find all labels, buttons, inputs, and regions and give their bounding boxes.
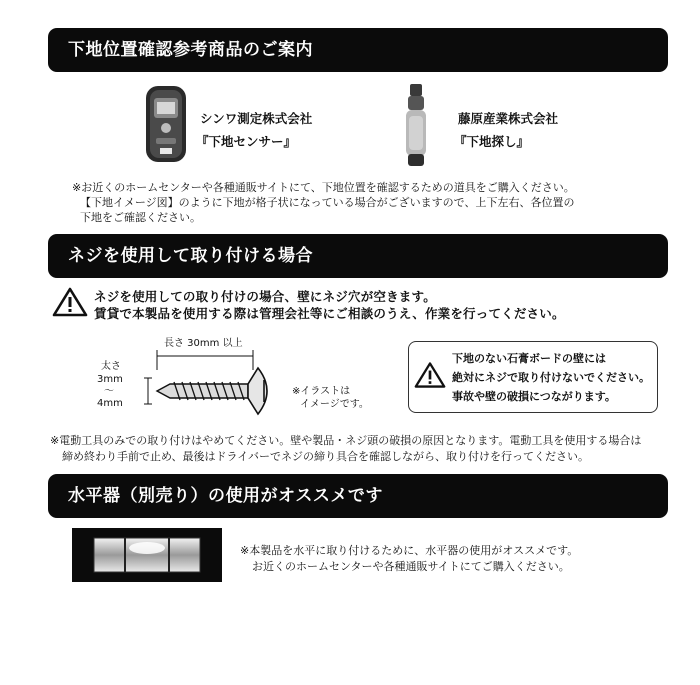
warning-icon: [52, 287, 88, 317]
product-2-name: 『下地探し』: [454, 134, 530, 149]
notice-line-2: 絶対にネジで取り付けないでください。: [452, 371, 650, 384]
notice-line-1: 下地のない石膏ボードの壁には: [452, 352, 606, 365]
screw-thickness-label-3: ～: [104, 386, 114, 397]
warning-line-1: ネジを使用しての取り付けの場合、壁にネジ穴が空きます。: [94, 289, 436, 304]
level-note-line-2: お近くのホームセンターや各種通販サイトにてご購入ください。: [252, 560, 570, 573]
stud-tool-note-line-1: ※お近くのホームセンターや各種通販サイトにて、下地位置を確認するための道具をご購入ください。: [72, 181, 575, 194]
level-note-line-1: ※本製品を水平に取り付けるために、水平器の使用がオススメです。: [240, 544, 579, 557]
screw-thickness-label-4: 4mm: [97, 398, 123, 409]
section-header-screw-mounting: ネジを使用して取り付ける場合: [48, 234, 668, 278]
section-header-reference-products: 下地位置確認参考商品のご案内: [48, 28, 668, 72]
warning-line-2: 賃貸で本製品を使用する際は管理会社等にご相談のうえ、作業を行ってください。: [94, 306, 565, 321]
screw-thickness-label-1: 太さ: [101, 361, 121, 372]
caution-icon: [414, 361, 446, 389]
screw-illustration: [130, 340, 280, 420]
notice-line-3: 事故や壁の破損につながります。: [452, 390, 616, 403]
stud-finder-image: [396, 80, 436, 172]
stud-tool-note-line-3: 下地をご確認ください。: [80, 211, 201, 224]
stud-tool-note-line-2: 【下地イメージ図】のように下地が格子状になっている場合がございますので、上下左右、各位置の: [80, 196, 575, 209]
power-tool-note-line-1: ※電動工具のみでの取り付けはやめてください。壁や製品・ネジ頭の破損の原因となります。電動工具を使用する場合は: [50, 434, 642, 447]
illustration-note-line-2: イメージです。: [300, 399, 369, 410]
section-header-spirit-level: 水平器（別売り）の使用がオススメです: [48, 474, 668, 518]
power-tool-note-line-2: 締め終わり手前で止め、最後はドライバーでネジの締り具合を確認しながら、取り付けを行ってください。: [62, 450, 590, 463]
stud-sensor-image: [138, 80, 194, 166]
screw-thickness-label-2: 3mm: [97, 374, 123, 385]
product-2-company: 藤原産業株式会社: [458, 111, 559, 126]
screw-length-label: 長さ 30mm 以上: [164, 338, 243, 349]
level-vial-icon: [72, 528, 222, 582]
product-1-name: 『下地センサー』: [196, 134, 297, 149]
illustration-note-line-1: ※イラストは: [292, 386, 351, 397]
product-1-company: シンワ測定株式会社: [200, 111, 313, 126]
